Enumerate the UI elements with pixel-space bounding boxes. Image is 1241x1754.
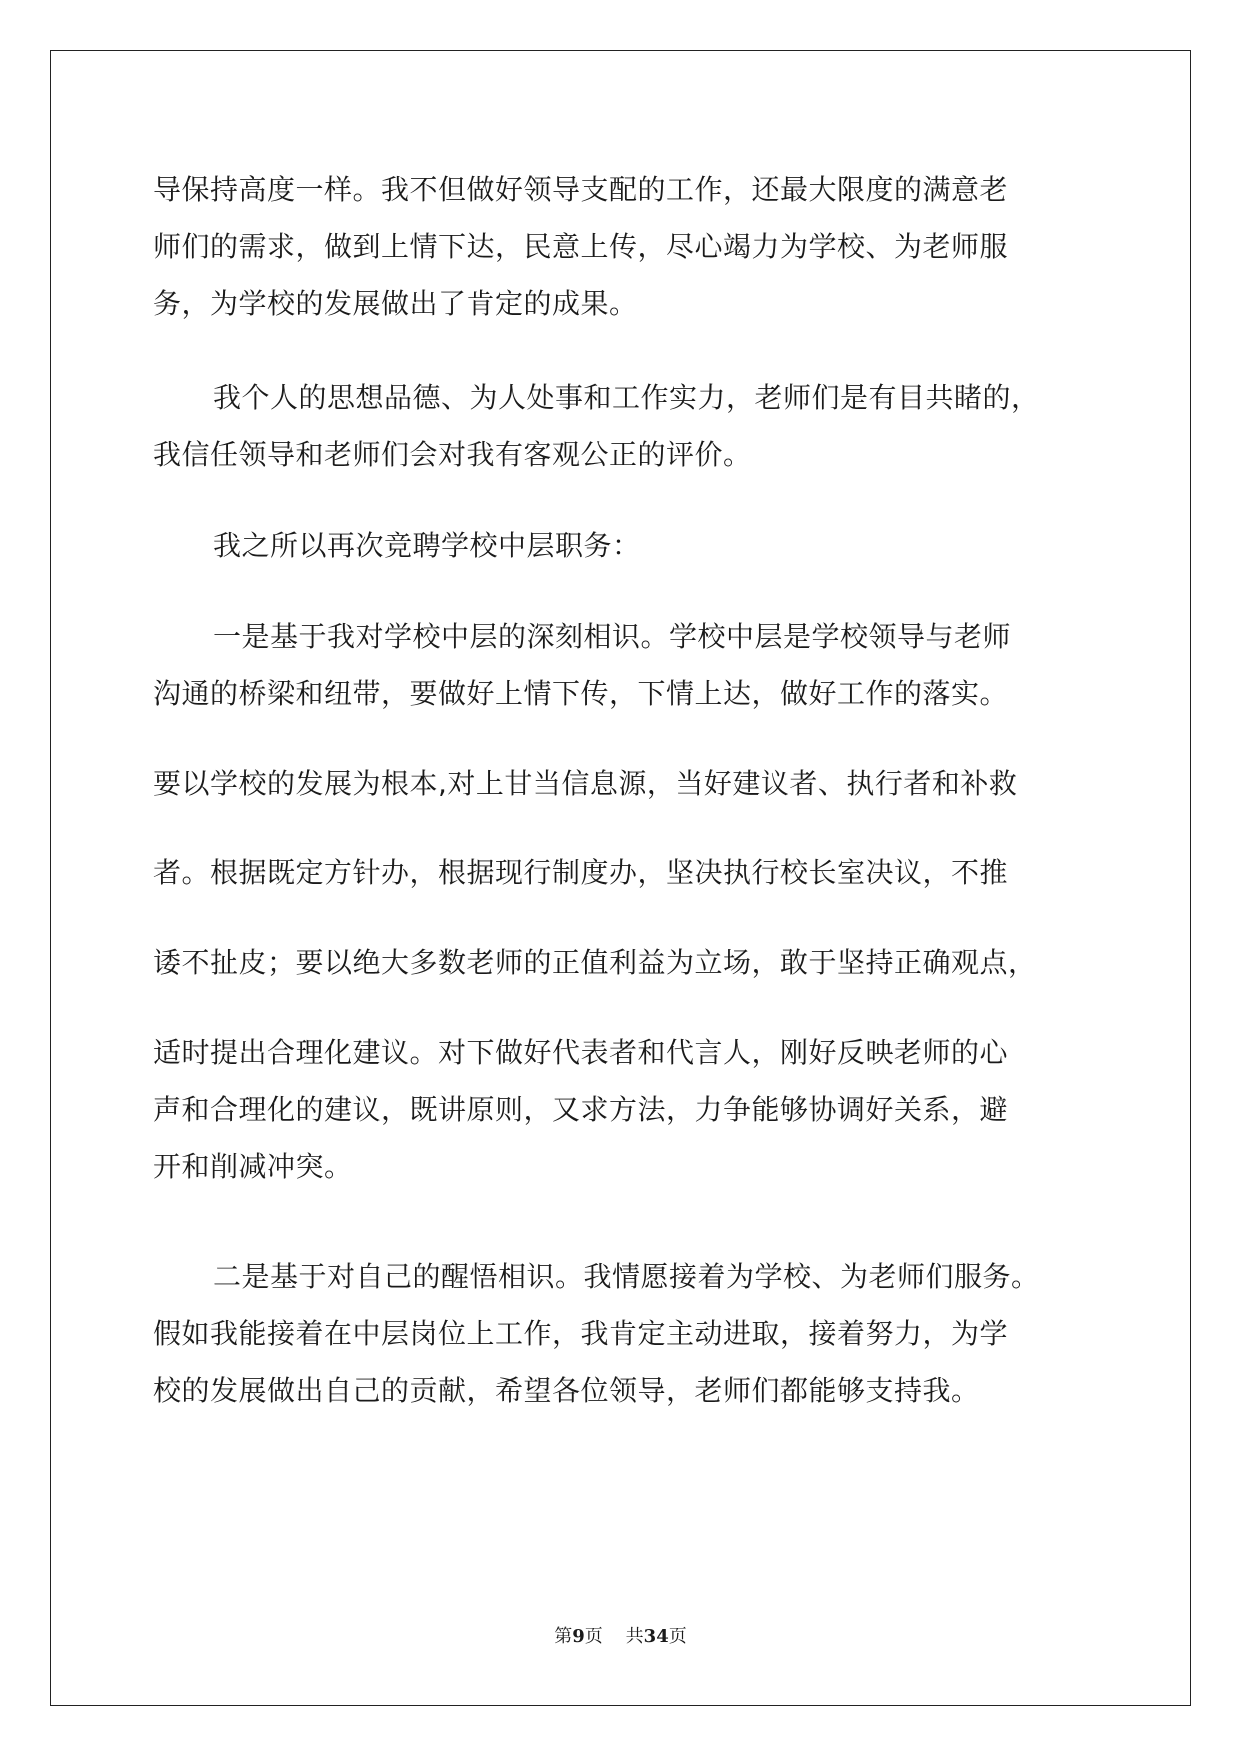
text-line: 要以学校的发展为根本,对上甘当信息源，当好建议者、执行者和补救: [153, 767, 1018, 800]
text-line: 适时提出合理化建议。对下做好代表者和代言人，刚好反映老师的心: [153, 1036, 1009, 1069]
text-line: 校的发展做出自己的贡献，希望各位领导，老师们都能够支持我。: [153, 1374, 980, 1407]
text-line: 者。根据既定方针办，根据现行制度办，坚决执行校长室决议，不推: [153, 856, 1009, 889]
text-line: 沟通的桥梁和纽带，要做好上情下传，下情上达，做好工作的落实。: [153, 677, 1009, 710]
text-line: 假如我能接着在中层岗位上工作，我肯定主动进取，接着努力，为学: [153, 1317, 1009, 1350]
total-suffix: 页: [668, 1626, 687, 1647]
text-line: 开和削减冲突。: [153, 1150, 353, 1183]
total-prefix: 共: [625, 1626, 644, 1647]
text-line: 诿不扯皮；要以绝大多数老师的正值利益为立场，敢于坚持正确观点，: [153, 946, 1037, 979]
text-line: 务，为学校的发展做出了肯定的成果。: [153, 287, 638, 320]
total-pages: 34: [643, 1626, 669, 1647]
page-number: 9: [572, 1626, 585, 1647]
text-line: 一是基于我对学校中层的深刻相识。学校中层是学校领导与老师: [213, 620, 1012, 653]
page-prefix: 第: [554, 1626, 573, 1647]
text-line: 二是基于对自己的醒悟相识。我情愿接着为学校、为老师们服务。: [213, 1260, 1040, 1293]
page-suffix: 页: [584, 1626, 603, 1647]
text-line: 我信任领导和老师们会对我有客观公正的评价。: [153, 438, 752, 471]
text-line: 我之所以再次竞聘学校中层职务：: [213, 529, 641, 562]
text-line: 我个人的思想品德、为人处事和工作实力，老师们是有目共睹的，: [213, 381, 1040, 414]
page-footer: [0, 1625, 1241, 1649]
text-line: 师们的需求，做到上情下达，民意上传，尽心竭力为学校、为老师服: [153, 230, 1009, 263]
text-line: 声和合理化的建议，既讲原则，又求方法，力争能够协调好关系，避: [153, 1093, 1009, 1126]
text-line: 导保持高度一样。我不但做好领导支配的工作，还最大限度的满意老: [153, 173, 1009, 206]
